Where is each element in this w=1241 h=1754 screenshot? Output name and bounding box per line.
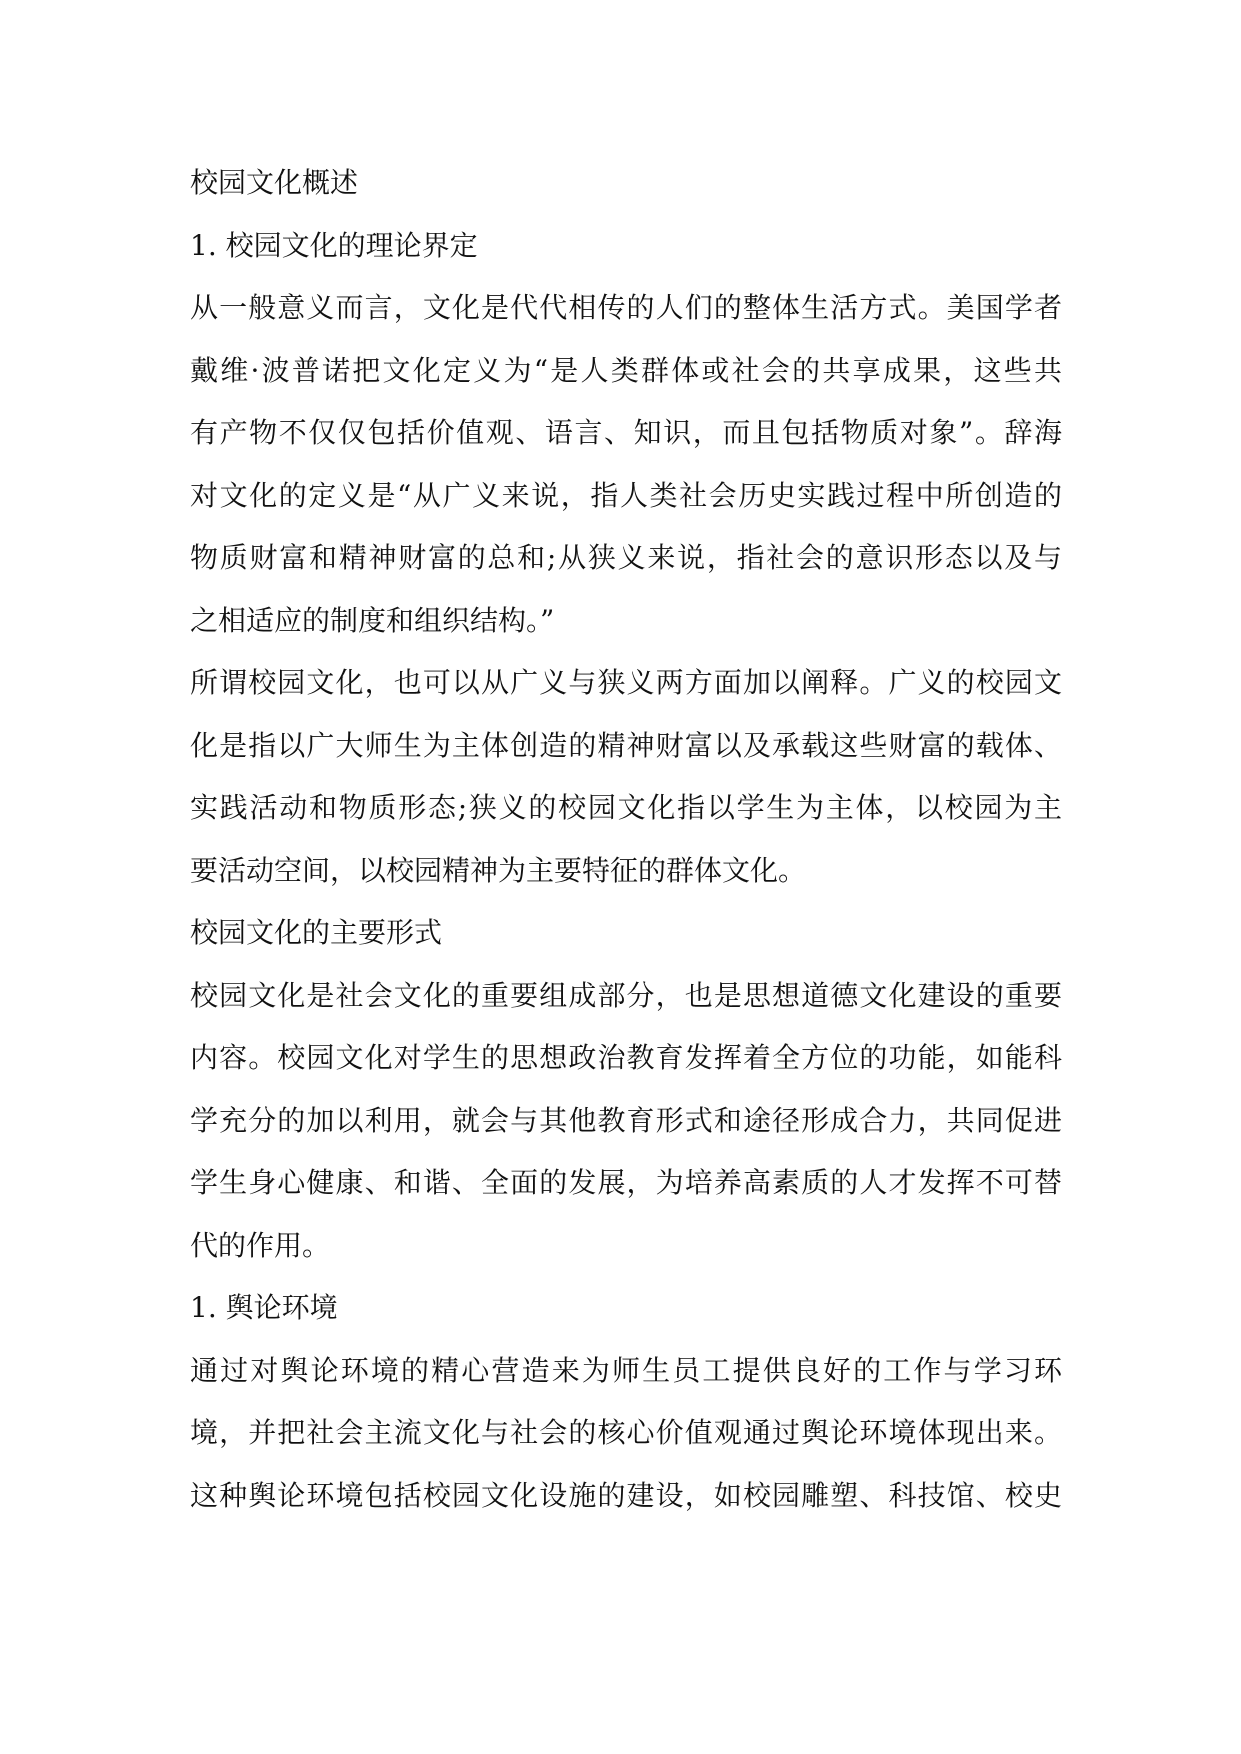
paragraph-line: 学生身心健康、和谐、全面的发展，为培养高素质的人才发挥不可替 bbox=[190, 1166, 1062, 1199]
paragraph-line: 校园文化是社会文化的重要组成部分，也是思想道德文化建设的重要 bbox=[190, 978, 1062, 1012]
paragraph-forms bbox=[190, 965, 1062, 1278]
paragraph-opinion-environment bbox=[190, 1340, 1062, 1528]
paragraph-line: 物质财富和精神财富的总和;从狭义来说，指社会的意识形态以及与 bbox=[190, 541, 1062, 574]
paragraph-line: 内容。校园文化对学生的思想政治教育发挥着全方位的功能，如能科 bbox=[190, 1041, 1062, 1074]
paragraph-line: 所谓校园文化，也可以从广义与狭义两方面加以阐释。广义的校园文 bbox=[190, 666, 1062, 699]
document-page bbox=[190, 152, 1062, 1527]
paragraph-line: 戴维·波普诺把文化定义为“是人类群体或社会的共享成果，这些共 bbox=[190, 353, 1062, 387]
paragraph-line: 之相适应的制度和组织结构。” bbox=[190, 603, 555, 637]
section-heading-forms: 校园文化的主要形式 bbox=[190, 916, 443, 949]
paragraph-line: 这种舆论环境包括校园文化设施的建设，如校园雕塑、科技馆、校史 bbox=[190, 1478, 1062, 1512]
paragraph-line: 学充分的加以利用，就会与其他教育形式和途径形成合力，共同促进 bbox=[190, 1103, 1062, 1137]
paragraph-line: 境，并把社会主流文化与社会的核心价值观通过舆论环境体现出来。 bbox=[190, 1416, 1062, 1449]
paragraph-line: 代的作用。 bbox=[190, 1228, 331, 1262]
paragraph-line: 要活动空间，以校园精神为主要特征的群体文化。 bbox=[190, 853, 807, 887]
section-heading-theory: 1. 校园文化的理论界定 bbox=[190, 228, 478, 262]
paragraph-line: 从一般意义而言，文化是代代相传的人们的整体生活方式。美国学者 bbox=[190, 291, 1062, 324]
paragraph-line: 通过对舆论环境的精心营造来为师生员工提供良好的工作与学习环 bbox=[190, 1353, 1062, 1387]
section-heading-opinion: 1. 舆论环境 bbox=[190, 1291, 338, 1324]
paragraph-line: 对文化的定义是“从广义来说，指人类社会历史实践过程中所创造的 bbox=[190, 478, 1062, 512]
paragraph-line: 实践活动和物质形态;狭义的校园文化指以学生为主体，以校园为主 bbox=[190, 791, 1062, 824]
paragraph-culture-definition bbox=[190, 277, 1062, 652]
paragraph-campus-culture bbox=[190, 652, 1062, 902]
paragraph-line: 化是指以广大师生为主体创造的精神财富以及承载这些财富的载体、 bbox=[190, 728, 1062, 762]
paragraph-line: 有产物不仅仅包括价值观、语言、知识，而且包括物质对象”。辞海 bbox=[190, 416, 1062, 449]
document-title: 校园文化概述 bbox=[190, 166, 359, 199]
